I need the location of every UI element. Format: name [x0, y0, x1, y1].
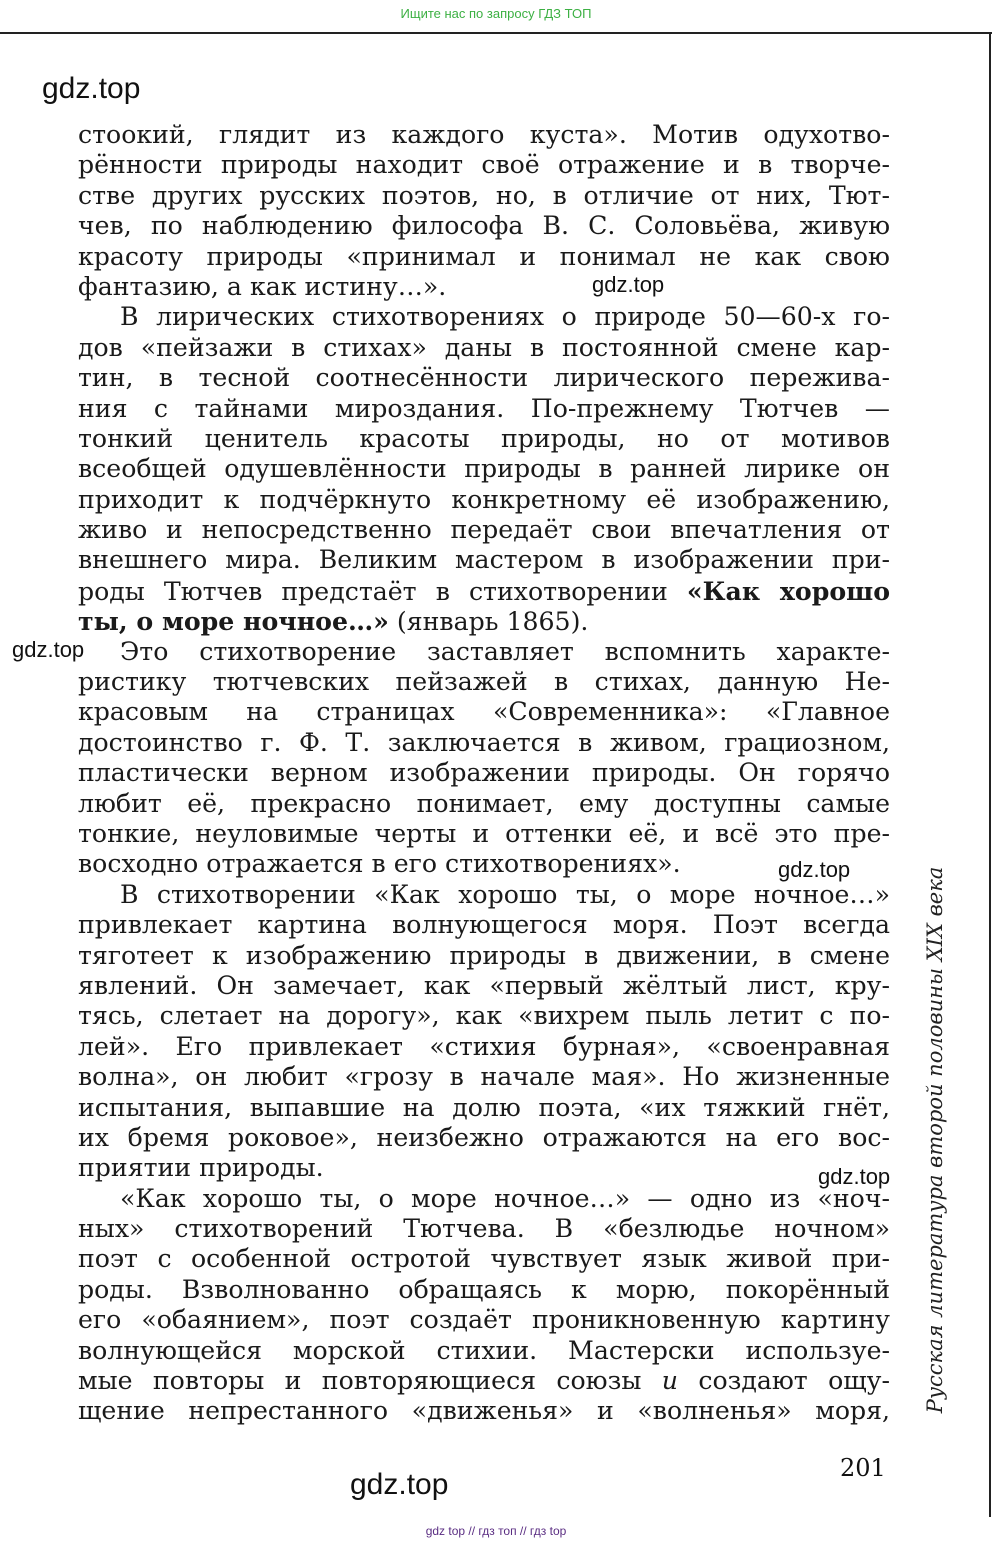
text-line: волнующейся морской стихии. Мастерски используе- [78, 1335, 890, 1365]
text-line: стве других русских поэтов, но, в отличие от них, Тют- [78, 180, 890, 210]
text-line [78, 1366, 890, 1396]
text-line: испытания, выпавшие на долю поэта, «их тяжкий гнёт, [78, 1092, 890, 1122]
text-line: всеобщей одушевлённости природы в ранней лирике он [78, 454, 890, 484]
text-line: тин, в тесной соотнесённости лирического пережива- [78, 363, 890, 393]
text-line: «Как хорошо ты, о море ночное…» — одно из «ноч- [120, 1183, 890, 1213]
page-number: 201 [840, 1454, 886, 1482]
text-line [78, 576, 890, 606]
text-line: волна», он любит «грозу в начале мая». Но жизненные [78, 1062, 890, 1092]
text-line: В лирических стихотворениях о природе 50—60-х го- [120, 302, 890, 332]
text-line: тонкие, неуловимые черты и оттенки её, и всё это пре- [78, 818, 890, 848]
text-line: явлений. Он замечает, как «первый жёлтый лист, кру- [78, 970, 890, 1000]
text-line: ния с тайнами мироздания. По-прежнему Тютчев — [78, 393, 890, 423]
text-line: лей». Его привлекает «стихия бурная», «своенравная [78, 1031, 890, 1061]
text-line: восходно отражается в его стихотворениях». [78, 849, 681, 879]
text-line: тясь, слетает на дорогу», как «вихрем пыль летит с по- [78, 1001, 890, 1031]
text-segment: роды Тютчев предстаёт в стихотворении [78, 576, 668, 606]
text-line: красоту природы «принимал и понимал не как свою [78, 241, 890, 271]
text-line: ных» стихотворений Тютчева. В «безлюдье ночном» [78, 1214, 890, 1244]
watermark: gdz.top [350, 1468, 449, 1501]
text-line: дов «пейзажи в стихах» даны в постоянной смене кар- [78, 332, 890, 362]
text-line [78, 606, 890, 636]
text-line: живо и непосредственно передаёт свои впечатления от [78, 515, 890, 545]
text-line: тяготеет к изображению природы в движении, в смене [78, 940, 890, 970]
footer-links: gdz top // гдз топ // гдз top [425, 1524, 567, 1538]
text-segment: создают ощу- [677, 1366, 890, 1396]
text-line: ристику тютчевских пейзажей в стихах, данную Не- [78, 667, 890, 697]
text-line: стоокий, глядит из каждого куста». Мотив одухотво- [78, 120, 890, 149]
text-line: В стихотворении «Как хорошо ты, о море ночное…» [120, 879, 890, 909]
text-line: чев, по наблюдению философа В. С. Соловьёва, живую [78, 211, 890, 241]
text-line: рённости природы находит своё отражение и в творче- [78, 150, 890, 180]
poem-title: «Как хорошо [686, 575, 890, 606]
watermark: gdz.top [12, 637, 85, 662]
text-line: тонкий ценитель красоты природы, но от мотивов [78, 423, 890, 453]
text-line: пластически верном изображении природы. Он горячо [78, 758, 890, 788]
text-line: приходит к подчёркнуто конкретному её изображению, [78, 484, 890, 514]
text-line: внешнего мира. Великим мастером в изображении при- [78, 545, 890, 575]
text-line: роды. Взволнованно обращаясь к морю, покорённый [78, 1274, 890, 1304]
text-segment: мые повторы и повторяющиеся союзы [78, 1366, 662, 1396]
text-segment: (январь 1865). [388, 607, 589, 637]
text-line: Это стихотворение заставляет вспомнить характе- [120, 636, 890, 666]
watermark: gdz.top [592, 272, 665, 297]
watermark: gdz.top [778, 857, 851, 882]
watermark: gdz.top [42, 72, 141, 105]
poem-title: ты, о море ночное…» [78, 606, 389, 637]
section-caption-text: Русская литература второй половины XIX века [923, 866, 947, 1414]
top-divider [0, 32, 992, 34]
text-line: их бремя роковое», неизбежно отражаются на его вос- [78, 1122, 890, 1152]
text-line: фантазию, а как истину…». [78, 271, 447, 301]
text-line: поэт с особенной остротой чувствует язык живой при- [78, 1244, 890, 1274]
text-line: щение непрестанного «движенья» и «волненья» моря, [78, 1396, 890, 1426]
watermark: gdz.top [818, 1164, 891, 1189]
text-line: достоинство г. Ф. Т. заключается в живом, грациозном, [78, 727, 890, 757]
right-divider [989, 32, 991, 1517]
text-line: приятии природы. [78, 1153, 324, 1183]
text-line: красовым на страницах «Современника»: «Главное [78, 697, 890, 727]
text-line: привлекает картина волнующегося моря. Поэт всегда [78, 910, 890, 940]
italic-word: и [661, 1366, 678, 1396]
top-banner: Ищите нас по запросу ГДЗ ТОП [400, 6, 592, 21]
text-line: его «обаянием», поэт создаёт проникновенную картину [78, 1305, 890, 1335]
body-text [78, 120, 890, 1427]
text-line: любит её, прекрасно понимает, ему доступны самые [78, 788, 890, 818]
